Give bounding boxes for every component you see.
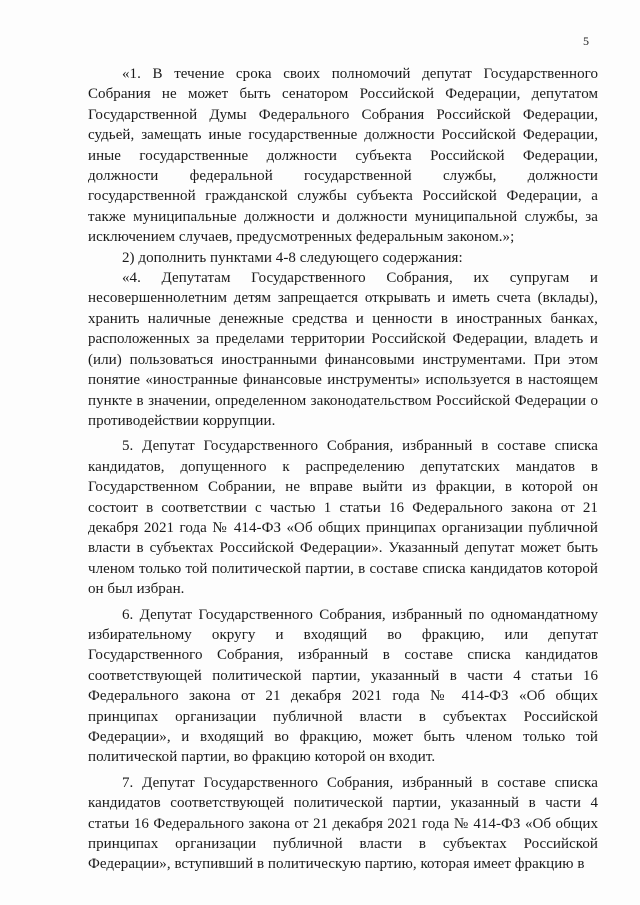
page-number: 5: [583, 34, 589, 48]
paragraph-item-7: 7. Депутат Государственного Собрания, избранный в составе списка кандидатов соответствующей политической партии, указанный в части 4 статьи 16 Федерального закона от 21 декабря 2021 года № 414-ФЗ «Об общих принципах организации публичной власти в субъектах Российской Федерации», вступивший в политическую партию, которая имеет фракцию в: [88, 774, 598, 873]
paragraph-item-4: «4. Депутатам Государственного Собрания, их супругам и несовершеннолетним детям запрещается открывать и иметь счета (вклады), хранить наличные денежные средства и ценности в иностранных банках, расположенных за пределами территории Российской Федерации, владеть и (или) пользоваться иностранными финансовыми инструментами. При этом понятие «иностранные финансовые инструменты» используется в настоящем пункте в значении, определенном законодательством Российской Федерации о противодействии коррупции.: [88, 270, 598, 429]
paragraph-amendment-2: 2) дополнить пунктами 4-8 следующего содержания:: [122, 249, 463, 266]
paragraph-item-1-quote: «1. В течение срока своих полномочий депутат Государственного Собрания не может быть сенатором Российской Федерации, депутатом Государственной Думы Федерального Собрания Российской Федерации, судьей, замещать иные государственные должности Российской Федерации, иные государственные должности субъекта Российской Федерации, должности федеральной государственной службы, должности государственной гражданской службы субъекта Российской Федерации, а также муниципальные должности и должности муниципальной службы, за исключением случаев, предусмотренных федеральным законом.»;: [88, 66, 598, 246]
document-body: [88, 64, 598, 875]
paragraph-item-6: 6. Депутат Государственного Собрания, избранный по одномандатному избирательному округу и входящий во фракцию, или депутат Государственного Собрания, избранный в составе списка кандидатов соответствующей политической партии, указанный в части 4 статьи 16 Федерального закона от 21 декабря 2021 года № 414-ФЗ «Об общих принципах организации публичной власти в субъектах Российской Федерации», и входящий во фракцию, может быть членом только той политической партии, во фракцию которой он входит.: [88, 606, 598, 766]
paragraph-item-5: 5. Депутат Государственного Собрания, избранный в составе списка кандидатов, допущенного к распределению депутатских мандатов в Государственном Собрании, не вправе выйти из фракции, в которой он состоит в соответствии с частью 1 статьи 16 Федерального закона от 21 декабря 2021 года № 414-ФЗ «Об общих принципах организации публичной власти в субъектах Российской Федерации». Указанный депутат может быть членом только той политической партии, в составе списка кандидатов которой он был избран.: [88, 438, 598, 598]
